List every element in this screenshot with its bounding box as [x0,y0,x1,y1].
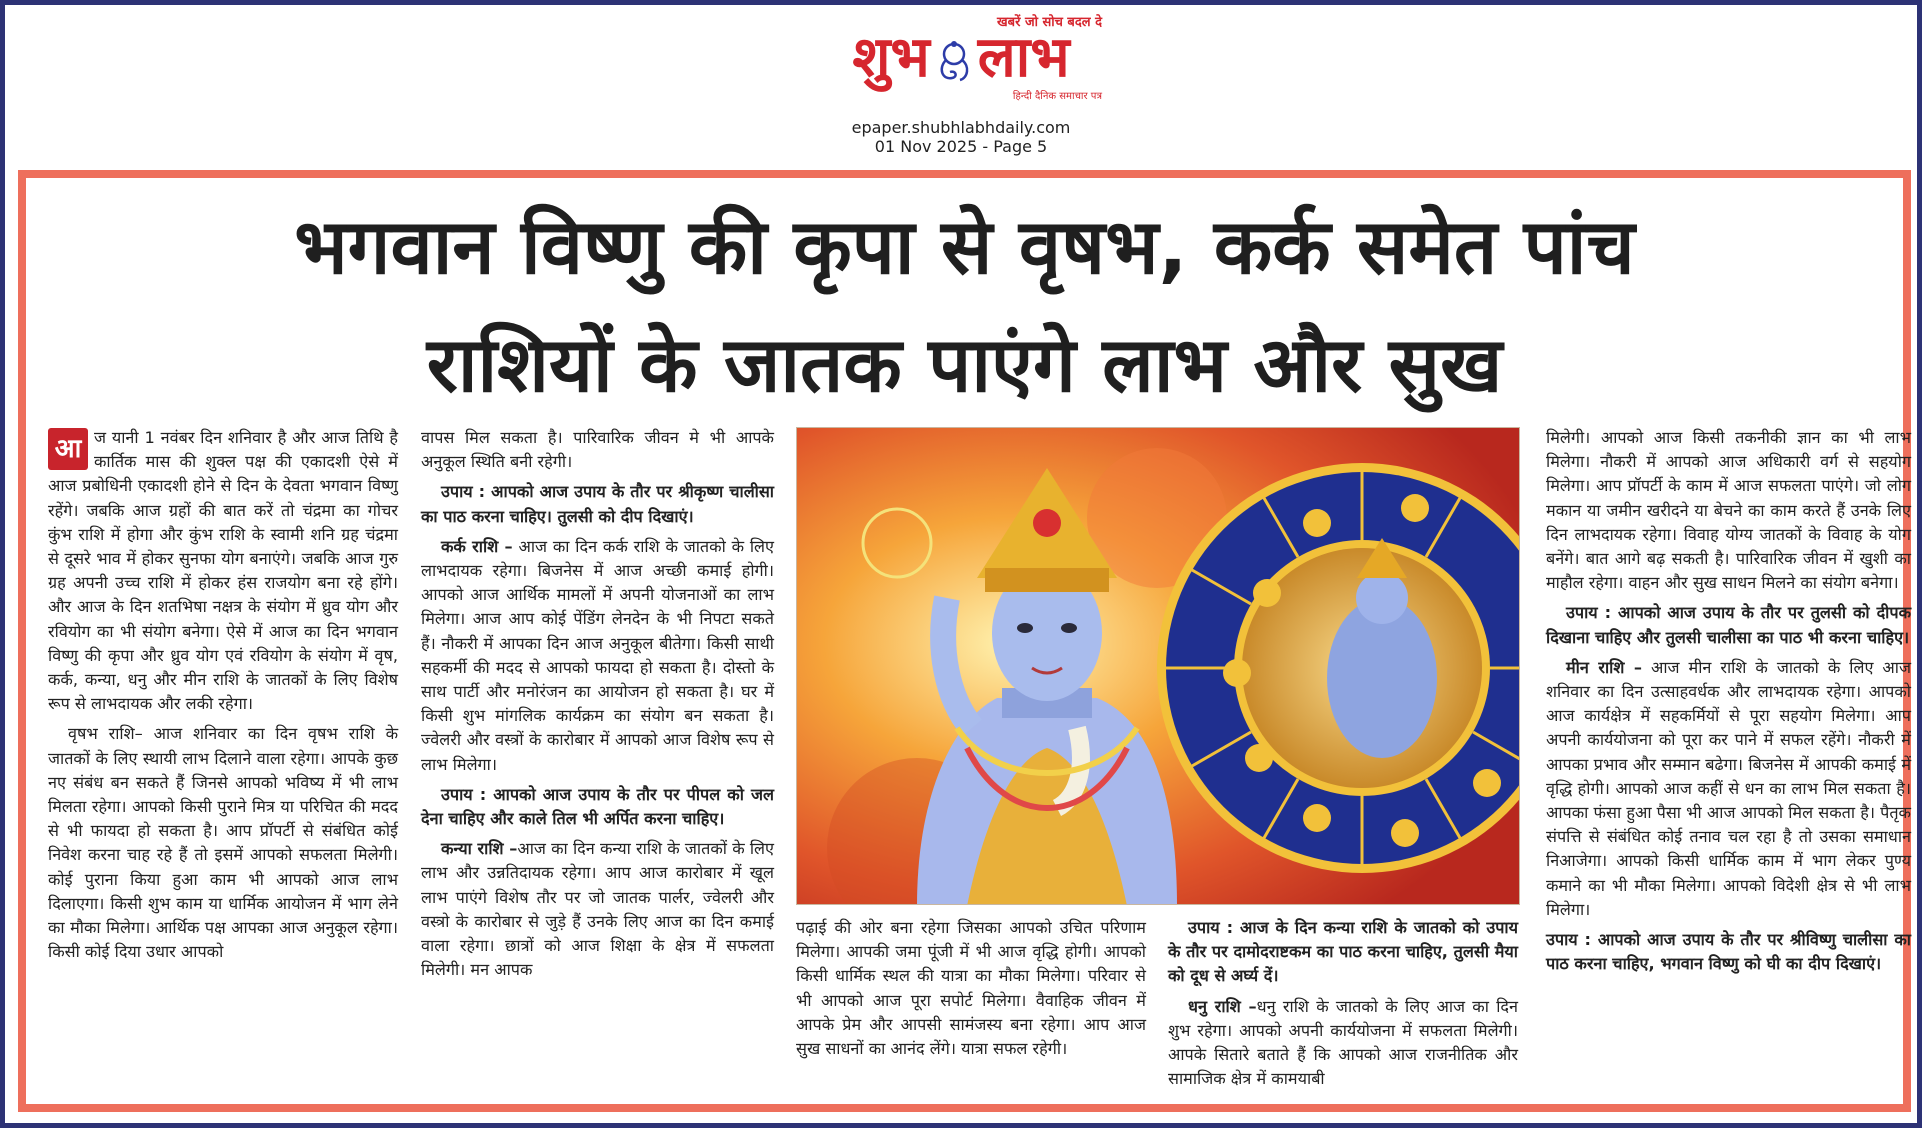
logo-subtitle: हिन्दी दैनिक समाचार पत्र [1012,91,1102,102]
vishnu-zodiac-illustration [797,428,1520,905]
article-column-4 [1168,916,1518,1097]
headline-line-2: राशियों के जातक पाएंगे लाभ और सुख [426,320,1503,409]
remedy-paragraph: उपाय : आज के दिन कन्या राशि के जातको को उपाय के तौर पर दामोदराष्टकम का पाठ करना चाहिए, तुलसी मैया को दूध से अर्घ्य दें। [1168,918,1518,986]
source-date-page: 01 Nov 2025 - Page 5 [874,137,1048,156]
kanya-paragraph [421,837,774,982]
article-column-5 [1546,426,1911,982]
dhanu-paragraph [1168,995,1518,1092]
source-site[interactable]: epaper.shubhlabhdaily.com [851,118,1071,137]
drop-cap: आ [48,428,88,470]
body-paragraph: मिलेगी। आपको आज किसी तकनीकी ज्ञान का भी लाभ मिलेगा। नौकरी में आपको आज अधिकारी वर्ग से सहयोग मिलेगा। आप प्रॉपर्टी के काम में आज सफलता पाएंगे। जो लोग मकान या जमीन खरीदने या बेचने का काम करते हैं उनके लिए दिन लाभदायक रहेगा। विवाह योग्य जातकों के विवाह के योग बनेंगे। बात आगे बढ़ सकती है। पारिवारिक जीवन में खुशी का माहौल रहेगा। वाहन और सुख साधन मिलने का संयोग बनेगा। [1546,428,1911,593]
kanya-text: आज का दिन कन्या राशि के जातकों के लिए लाभ और उन्नतिदायक रहेगा। आप आज कारोबार में खूल लाभ पाएंगे विशेष तौर पर जो जातक पार्लर, ज्वेलरी और वस्त्रो के कारोबार से जुड़े हैं उनके लिए आज का दिन कमाई वाला रहेगा। छात्रों को आज शिक्षा के क्षेत्र में सफलता मिलेगी। मन आपक [421,839,774,980]
meen-text: आज मीन राशि के जातको के लिए आज शनिवार का दिन उत्साहवर्धक और लाभदायक रहेगा। आपको आज कार्यक्षेत्र में सहकर्मियों से पूरा सहयोग मिलेगा। आप अपनी कार्ययोजना को पूरा कर पाने में सफल रहेंगे। नौकरी में आपका प्रभाव और सम्मान बढेगा। बिजनेस में आपकी कमाई में वृद्धि होगी। आपको आज कहीं से धन का लाभ मिल सकता है। आपका फंसा हुआ पैसा भी आज आपको मिल सकता है। पैतृक संपत्ति से संबंधित कोई तनाव चल रहा है तो उसका समाधान निआजेगा। आपको किसी धार्मिक काम में भाग लेकर पुण्य कमाने का भी मौका मिलेगा। आपको विदेशी क्षेत्र से भी लाभ मिलेगा। [1546,657,1911,919]
article-box [18,170,1911,1112]
ganesha-icon [932,36,976,84]
vishnu-zodiac-image[interactable] [796,427,1520,905]
meen-paragraph [1546,656,1911,922]
body-paragraph: पढ़ाई की ओर बना रहेगा जिसका आपको उचित परिणाम मिलेगा। आपकी जमा पूंजी में भी आज वृद्धि होगी। आपको किसी धार्मिक स्थल की यात्रा का मौका मिलेगा। परिवार से भी आपको आज पूरा सपोर्ट मिलेगा। वैवाहिक जीवन में आपके प्रेम और आपसी सामंजस्य बना रहेगा। आप आज सुख साधनों का आनंद लेंगे। यात्रा सफल रहेगी। [796,918,1146,1059]
logo-tagline: खबरें जो सोच बदल दे [997,15,1102,30]
logo-word-shubh: शुभ [852,25,930,90]
kark-label: कर्क राशि – [441,536,513,556]
body-paragraph: वापस मिल सकता है। पारिवारिक जीवन मे भी आपके अनुकूल स्थिति बनी रहेगी। [421,428,774,472]
remedy-paragraph: उपाय : आपको आज उपाय के तौर पर श्रीकृष्ण चालीसा का पाठ करना चाहिए। तुलसी को दीप दिखाएं। [421,482,774,526]
source-info [0,118,1922,156]
remedy-paragraph: उपाय : आपको आज उपाय के तौर पर पीपल को जल देना चाहिए और काले तिल भी अर्पित करना चाहिए। [421,784,774,829]
meen-label: मीन राशि – [1566,657,1642,677]
intro-paragraph [48,426,398,716]
remedy-paragraph: उपाय : आपको आज उपाय के तौर पर श्रीविष्णु चालीसा का पाठ करना चाहिए, भगवान विष्णु को घी का दीप दिखाएं। [1546,930,1911,974]
dhanu-text: धनु राशि के जातको के लिए आज का दिन शुभ रहेगा। आपको अपनी कार्ययोजना में सफलता मिलेगी। आपके सितारे बताते हैं कि आपको आज राजनीतिक और सामाजिक क्षेत्र में कामयाबी [1168,996,1518,1089]
dhanu-label: धनु राशि – [1188,996,1257,1016]
headline-line-1: भगवान विष्णु की कृपा से वृषभ, कर्क समेत पांच [294,202,1635,291]
logo-word-labh: लाभ [977,25,1070,90]
intro-text: ज यानी 1 नवंबर दिन शनिवार है और आज तिथि है कार्तिक मास की शुक्ल पक्ष की एकादशी ऐसे में आज प्रबोधिनी एकादशी होने से दिन के देवता भगवान विष्णु रहेंगे। जबकि आज ग्रहों की बात करें तो चंद्रमा का गोचर कुंभ राशि में होगा और कुंभ राशि के स्वामी शनि ग्रह चंद्रमा से दूसरे भाव में होकर सुनफा योग बनाएंगे। जबकि आज गुरु ग्रह अपनी उच्च राशि में होकर हंस राजयोग बना रहे होंगे। और आज के दिन शतभिषा नक्षत्र के संयोग में ध्रुव योग और रवियोग का भी संयोग बनेगा। ऐसे में आज का दिन भगवान विष्णु की कृपा और ध्रुव योग एवं रवियोग के संयोग में वृष, कर्क, कन्या, धनु और मीन राशि के जातकों के लिए विशेष रूप से लाभदायक और लकी रहेगा। [48,428,398,714]
article-column-2 [421,426,774,988]
kark-text: आज का दिन कर्क राशि के जातको के लिए लाभदायक रहेगा। बिजनेस में आज अच्छी कमाई होगी। आपको आज आर्थिक मामलों में अपनी योजनाओं का लाभ मिलेगा। आज आप कोई पेंडिंग लेनदेन के भी निपटा सकते हैं। नौकरी में आपका दिन आज अनुकूल बीतेगा। किसी साथी सहकर्मी की मदद से आपको फायदा हो सकता है। दोस्तो के साथ पार्टी और मनोरंजन का आयोजन हो सकता है। घर में किसी शुभ मांगलिक कार्यक्रम का संयोग बन सकता है। ज्वेलरी और वस्त्रों के कारोबार में आपको आज विशेष रूप से लाभ मिलेगा। [421,536,774,774]
newspaper-logo[interactable] [812,8,1110,110]
vrishabh-paragraph: वृषभ राशि– आज शनिवार का दिन वृषभ राशि के जातकों के लिए स्थायी लाभ दिलाने वाला रहेगा। आपके कुछ नए संबंध बन सकते हैं जिनसे आपको भविष्य में भी लाभ मिलता रहेगा। आपको किसी पुराने मित्र या परिचित की मदद से भी फायदा हो सकता है। आप प्रॉपर्टी से संबंधित कोई निवेश करना चाह रहे हैं तो इसमें आपको सफलता मिलेगी। कोई पुराना किया हुआ काम भी आपको आज लाभ दिलाएगा। किसी शुभ काम या धार्मिक आयोजन में भाग लेने का मौका मिलेगा। आर्थिक पक्ष आपका आज अनुकूल रहेगा। किसी कोई दिया उधार आपको [48,724,398,962]
article-column-3 [796,916,1146,1067]
article-column-1 [48,426,398,970]
kark-paragraph [421,535,774,777]
remedy-paragraph: उपाय : आपको आज उपाय के तौर पर तुलसी को दीपक दिखाना चाहिए और तुलसी चालीसा का पाठ भी करना चाहिए। [1546,603,1911,647]
kanya-label: कन्या राशि – [441,839,518,859]
headline [26,188,1903,424]
